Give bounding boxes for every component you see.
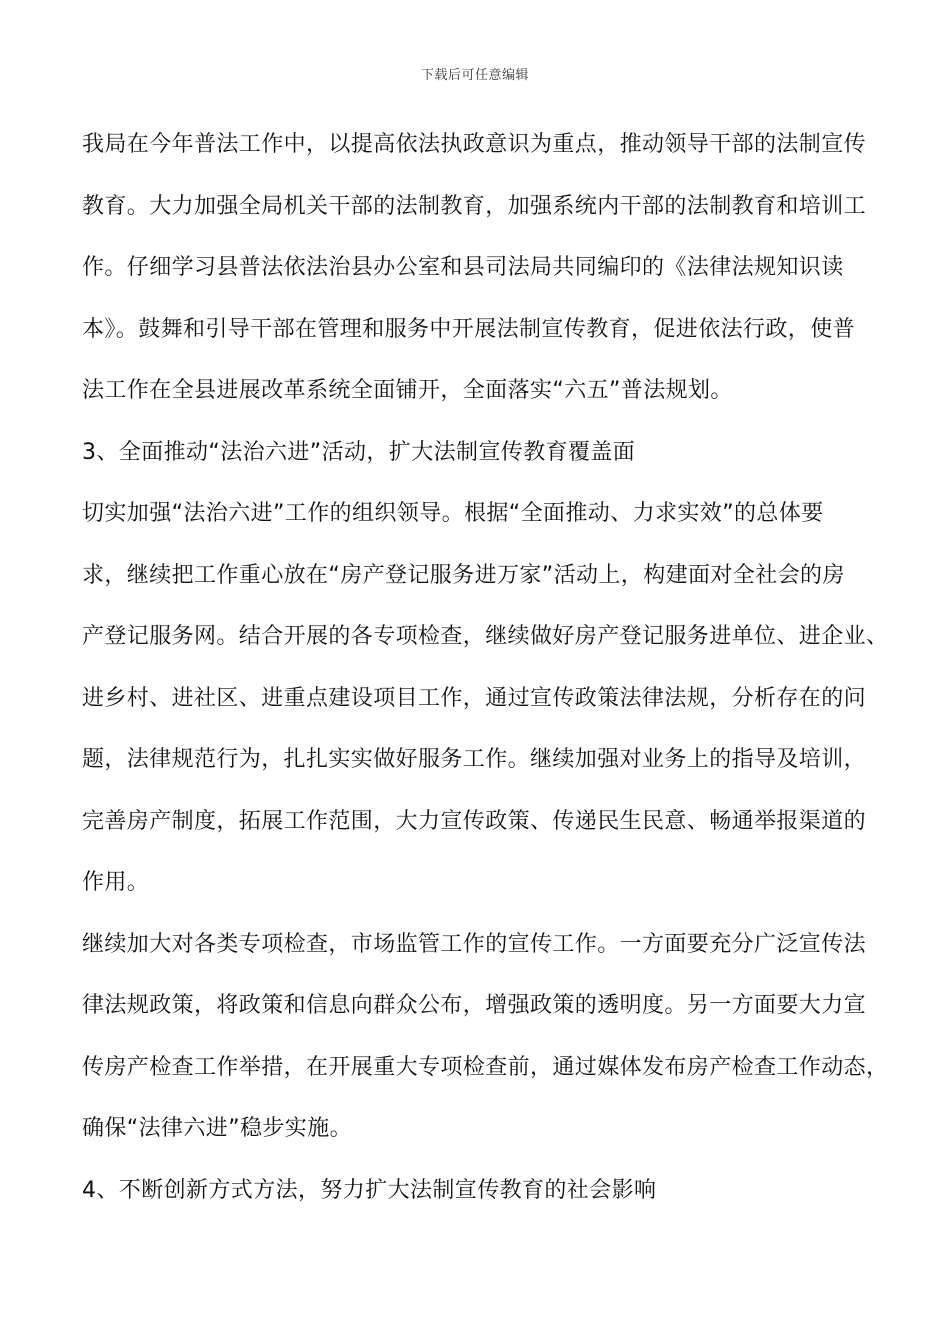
text-line: 法工作在全县进展改革系统全面铺开，全面落实“六五”普法规划。: [82, 378, 733, 403]
document-body: [82, 114, 889, 1221]
text-line: 教育。大力加强全局机关干部的法制教育，加强系统内干部的法制教育和培训工: [82, 193, 867, 219]
text-line: 产登记服务网。结合开展的各专项检查，继续做好房产登记服务进单位、进企业、: [82, 624, 889, 649]
paragraph: [82, 114, 882, 422]
text-line: 作用。: [82, 870, 150, 895]
text-line: 我局在今年普法工作中，以提高依法执政意识为重点，推动领导干部的法制宣传: [82, 132, 867, 157]
paragraph: [82, 483, 889, 914]
text-line: 切实加强“法治六进”工作的组织领导。根据“全面推动、力求实效”的总体要: [82, 501, 824, 526]
section-heading: [82, 422, 882, 484]
paragraph: [82, 914, 889, 1160]
text-line: 完善房产制度，拓展工作范围，大力宣传政策、传递民生民意、畅通举报渠道的: [82, 808, 867, 834]
text-line: 本》。鼓舞和引导干部在管理和服务中开展法制宣传教育，促进依法行政，使普: [82, 316, 856, 342]
text-line: 进乡村、进社区、进重点建设项目工作，通过宣传政策法律法规，分析存在的问: [82, 685, 867, 711]
section-heading: [82, 1160, 882, 1222]
text-line: 求，继续把工作重心放在“房产登记服务进万家”活动上，构建面对全社会的房: [82, 562, 845, 588]
text-line: 继续加大对各类专项检查，市场监管工作的宣传工作。一方面要充分广泛宣传法: [82, 931, 867, 957]
text-line: 确保“法律六进”稳步实施。: [82, 1116, 352, 1141]
text-line: 题，法律规范行为，扎扎实实做好服务工作。继续加强对业务上的指导及培训，: [82, 747, 867, 772]
text-line: 律法规政策，将政策和信息向群众公布，增强政策的透明度。另一方面要大力宣: [82, 993, 867, 1018]
text-line: 作。仔细学习县普法依法治县办公室和县司法局共同编印的《法律法规知识读: [82, 255, 844, 280]
heading-line: 4、不断创新方式方法，努力扩大法制宣传教育的社会影响: [82, 1177, 657, 1203]
text-line: 传房产检查工作举措，在开展重大专项检查前，通过媒体发布房产检查工作动态，: [82, 1054, 889, 1080]
heading-line: 3、全面推动“法治六进”活动，扩大法制宣传教育覆盖面: [82, 439, 636, 465]
page-header-note: 下载后可任意编辑: [420, 68, 529, 83]
